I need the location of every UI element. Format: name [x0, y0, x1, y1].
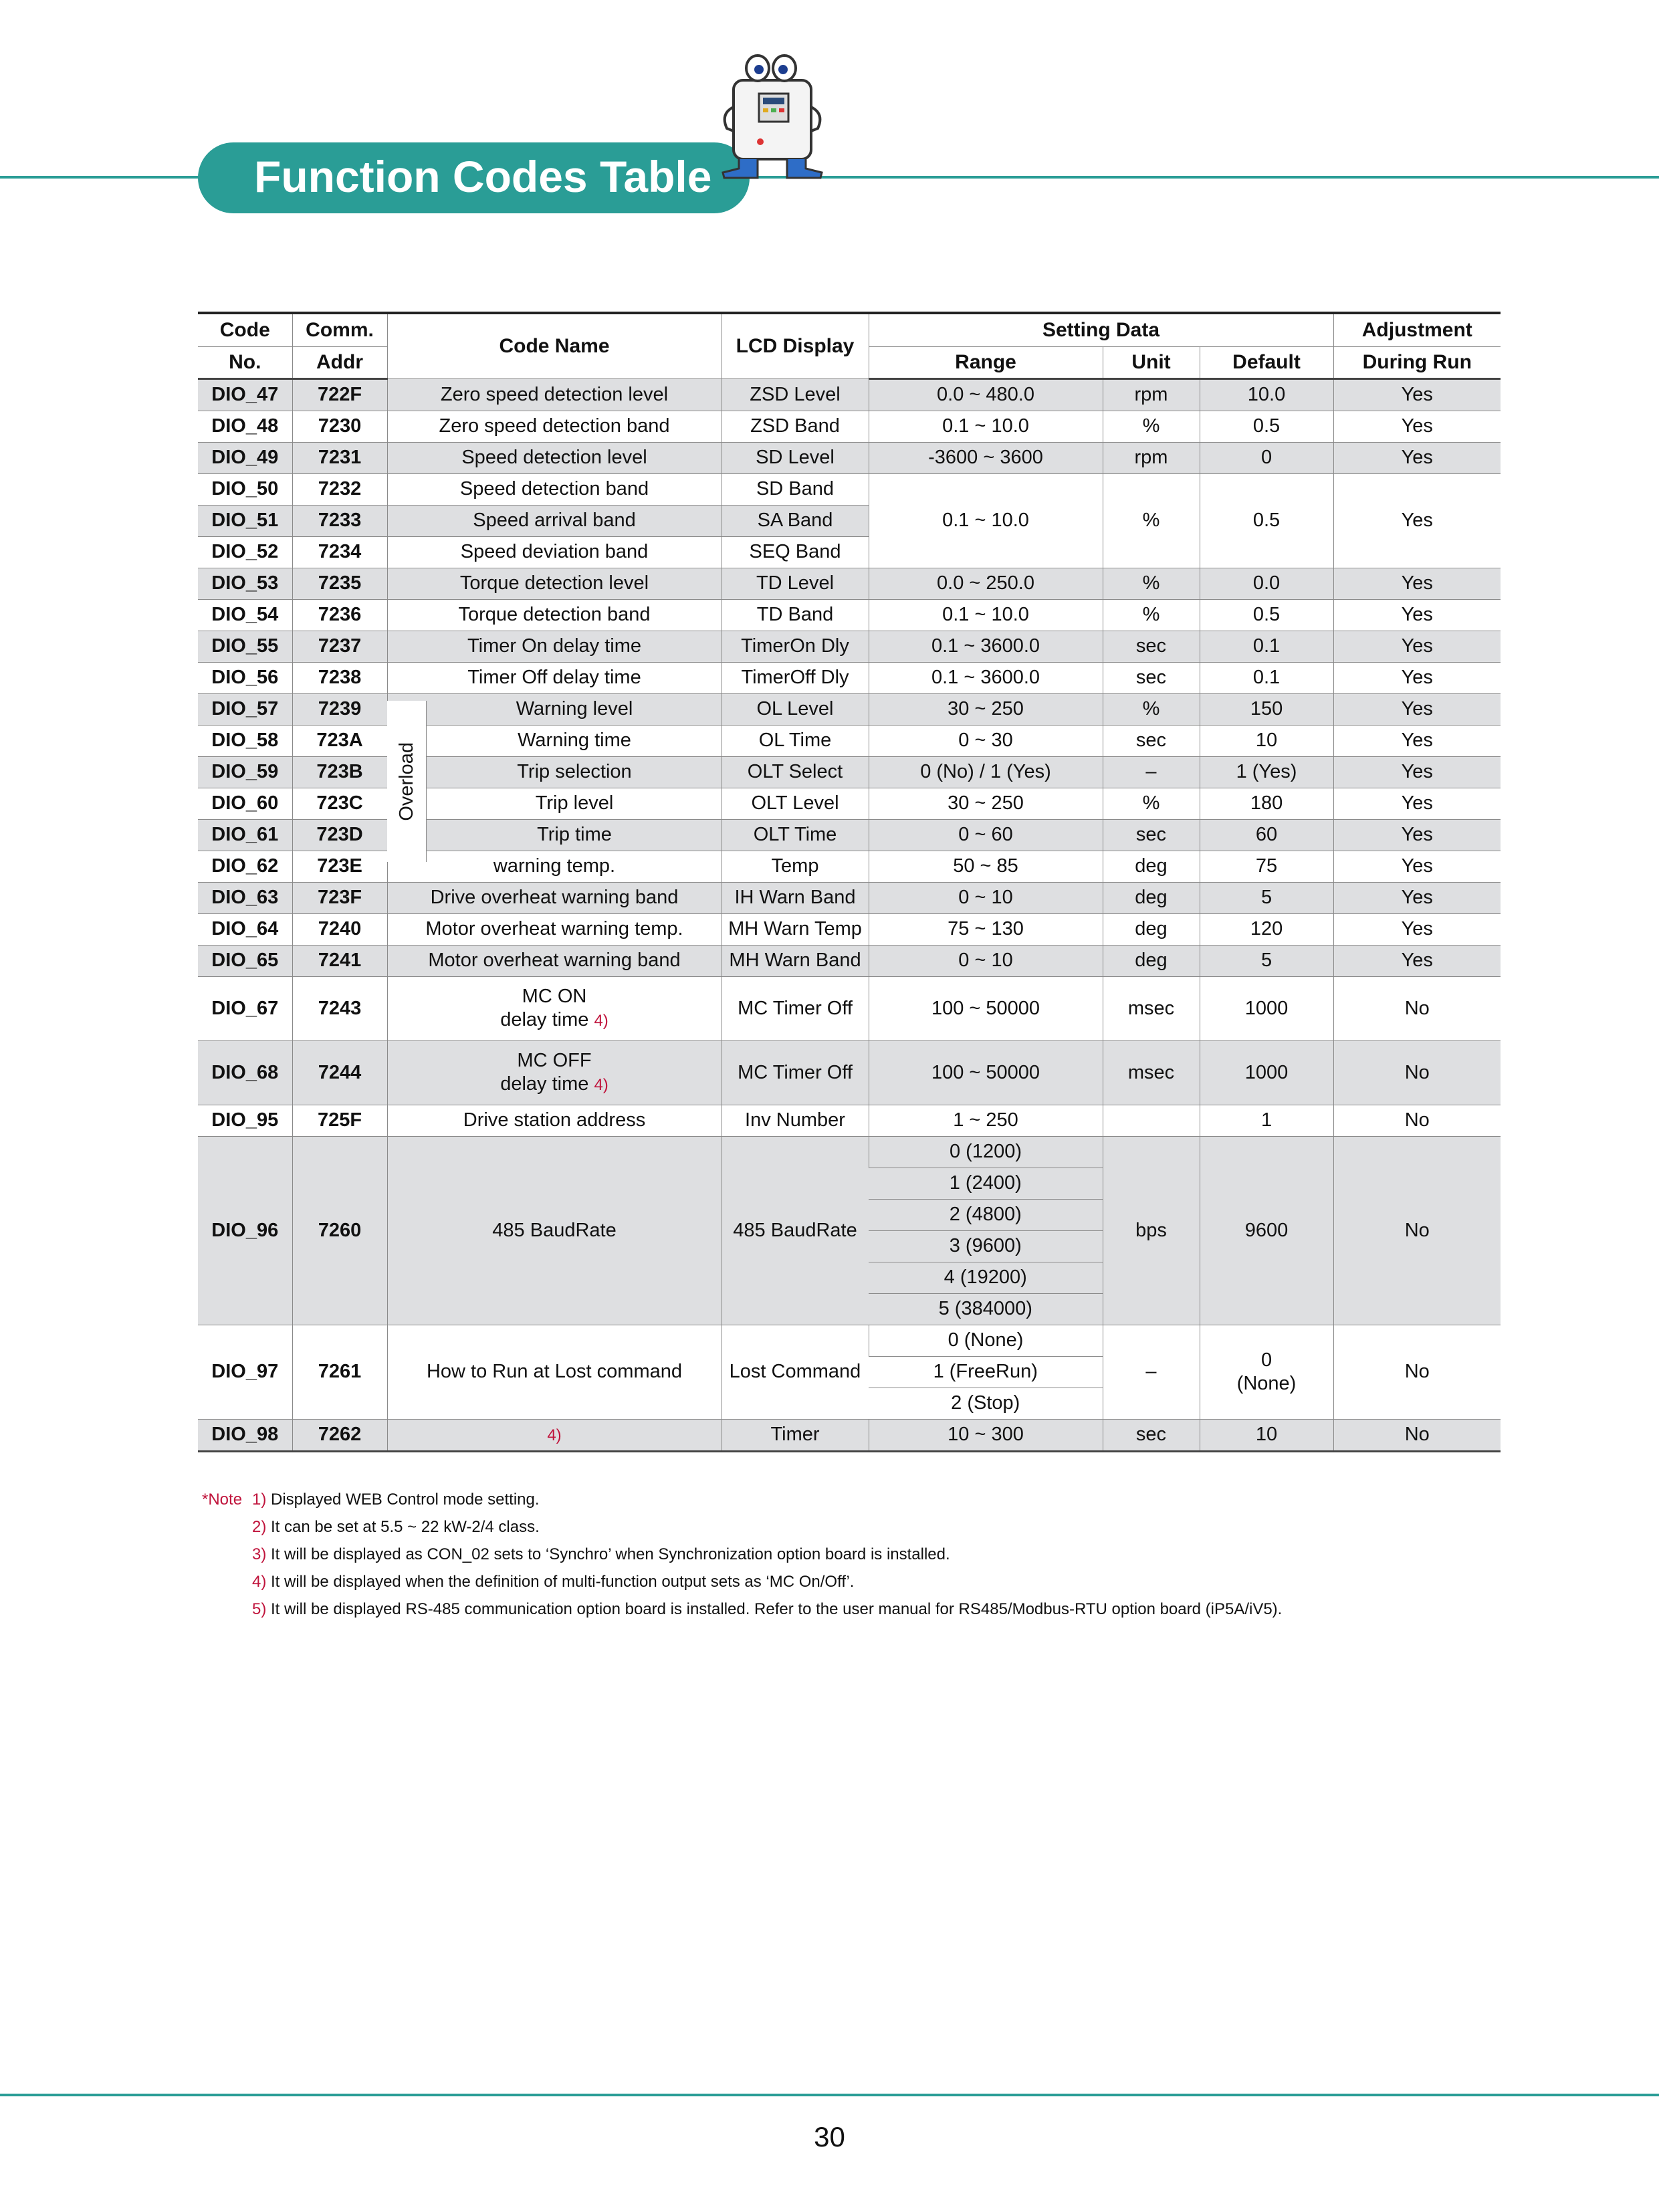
footnote-item: 5) It will be displayed RS-485 communication option board is installed. Refer to the user manual for RS485/Modbus-RTU option board (iP5A/iV5).	[252, 1600, 1283, 1618]
header-code-no-2: No.	[198, 346, 292, 378]
table-row: DIO_54 7236 Torque detection band TD Band 0.1 ~ 10.0 % 0.5 Yes	[198, 599, 1501, 631]
footnote-item: *Note 1) Displayed WEB Control mode setting.	[202, 1490, 540, 1509]
header-unit: Unit	[1103, 346, 1200, 378]
table-row: DIO_98 7262 4) Timer 10 ~ 300 sec 10 No	[198, 1419, 1501, 1451]
table-row: 2 (4800)	[198, 1199, 1501, 1230]
table-row: DIO_51 7233 Speed arrival band SA Band	[198, 505, 1501, 536]
footer-rule	[0, 2094, 1659, 2096]
table-row: 1 (2400)	[198, 1168, 1501, 1199]
table-row: DIO_96 7260 485 BaudRate 485 BaudRate 0 (1200) bps 9600 No	[198, 1136, 1501, 1168]
footnote-item: 4) It will be displayed when the definition of multi-function output sets as ‘MC On/Off’.	[252, 1573, 855, 1591]
header-comm-addr-2: Addr	[292, 346, 387, 378]
footnote-item: 3) It will be displayed as CON_02 sets to ‘Synchro’ when Synchronization option board is installed.	[252, 1545, 950, 1563]
table-row: DIO_61 723D Trip time OLT Time 0 ~ 60 sec 60 Yes	[198, 819, 1501, 851]
mascot-illustration	[719, 53, 826, 181]
table-row: 2 (Stop)	[198, 1388, 1501, 1419]
function-codes-table	[198, 312, 1501, 1452]
header-code-name: Code Name	[387, 313, 722, 378]
table-row: DIO_49 7231 Speed detection level SD Level -3600 ~ 3600 rpm 0 Yes	[198, 442, 1501, 473]
table-row: DIO_63 723F Drive overheat warning band IH Warn Band 0 ~ 10 deg 5 Yes	[198, 882, 1501, 913]
page-title: Function Codes Table	[254, 152, 712, 201]
footnote-item: 2) It can be set at 5.5 ~ 22 kW-2/4 class.	[252, 1518, 540, 1536]
table-row: DIO_57 7239 Warning level OL Level 30 ~ 250 % 150 Yes	[198, 693, 1501, 725]
header-default: Default	[1200, 346, 1333, 378]
table-row: DIO_48 7230 Zero speed detection band ZSD Band 0.1 ~ 10.0 % 0.5 Yes	[198, 411, 1501, 442]
table-row: DIO_56 7238 Timer Off delay time TimerOff Dly 0.1 ~ 3600.0 sec 0.1 Yes	[198, 662, 1501, 693]
header-adjustment: Adjustment	[1333, 313, 1501, 346]
table-row: DIO_59 723B Trip selection OLT Select 0 (No) / 1 (Yes) – 1 (Yes) Yes	[198, 756, 1501, 788]
table-row: DIO_64 7240 Motor overheat warning temp. MH Warn Temp 75 ~ 130 deg 120 Yes	[198, 913, 1501, 945]
table-row: DIO_55 7237 Timer On delay time TimerOn Dly 0.1 ~ 3600.0 sec 0.1 Yes	[198, 631, 1501, 662]
table-row: DIO_67 7243 MC ON delay time 4) MC Timer Off 100 ~ 50000 msec 1000 No	[198, 976, 1501, 1040]
table-row: DIO_50 7232 Speed detection band SD Band 0.1 ~ 10.0 % 0.5 Yes	[198, 473, 1501, 505]
table-row: DIO_97 7261 How to Run at Lost command Lost Command 0 (None) – 0 (None) No	[198, 1325, 1501, 1356]
header-adjustment-2: During Run	[1333, 346, 1501, 378]
table-row: DIO_62 723E warning temp. Temp 50 ~ 85 deg 75 Yes	[198, 851, 1501, 882]
overload-group-label: Overload	[387, 701, 427, 862]
header-setting-data: Setting Data	[869, 313, 1333, 346]
header-lcd-display: LCD Display	[722, 313, 869, 378]
table-row: DIO_68 7244 MC OFF delay time 4) MC Timer Off 100 ~ 50000 msec 1000 No	[198, 1040, 1501, 1105]
header-range: Range	[869, 346, 1103, 378]
table-row: DIO_47 722F Zero speed detection level ZSD Level 0.0 ~ 480.0 rpm 10.0 Yes	[198, 378, 1501, 411]
table-row: DIO_60 723C Trip level OLT Level 30 ~ 250 % 180 Yes	[198, 788, 1501, 819]
footnotes	[202, 1486, 1282, 1623]
table-row: 4 (19200)	[198, 1262, 1501, 1293]
table-row: DIO_52 7234 Speed deviation band SEQ Band	[198, 536, 1501, 568]
page-number: 30	[814, 2121, 845, 2152]
table-row: 5 (384000)	[198, 1293, 1501, 1325]
table-row: DIO_58 723A Warning time OL Time 0 ~ 30 sec 10 Yes	[198, 725, 1501, 756]
table-row: DIO_65 7241 Motor overheat warning band MH Warn Band 0 ~ 10 deg 5 Yes	[198, 945, 1501, 976]
header-code-no: Code	[198, 313, 292, 346]
table-row: DIO_53 7235 Torque detection level TD Level 0.0 ~ 250.0 % 0.0 Yes	[198, 568, 1501, 599]
table-row: 1 (FreeRun)	[198, 1356, 1501, 1388]
header-comm-addr: Comm.	[292, 313, 387, 346]
table-row: DIO_95 725F Drive station address Inv Number 1 ~ 250 1 No	[198, 1105, 1501, 1136]
table-row: 3 (9600)	[198, 1230, 1501, 1262]
